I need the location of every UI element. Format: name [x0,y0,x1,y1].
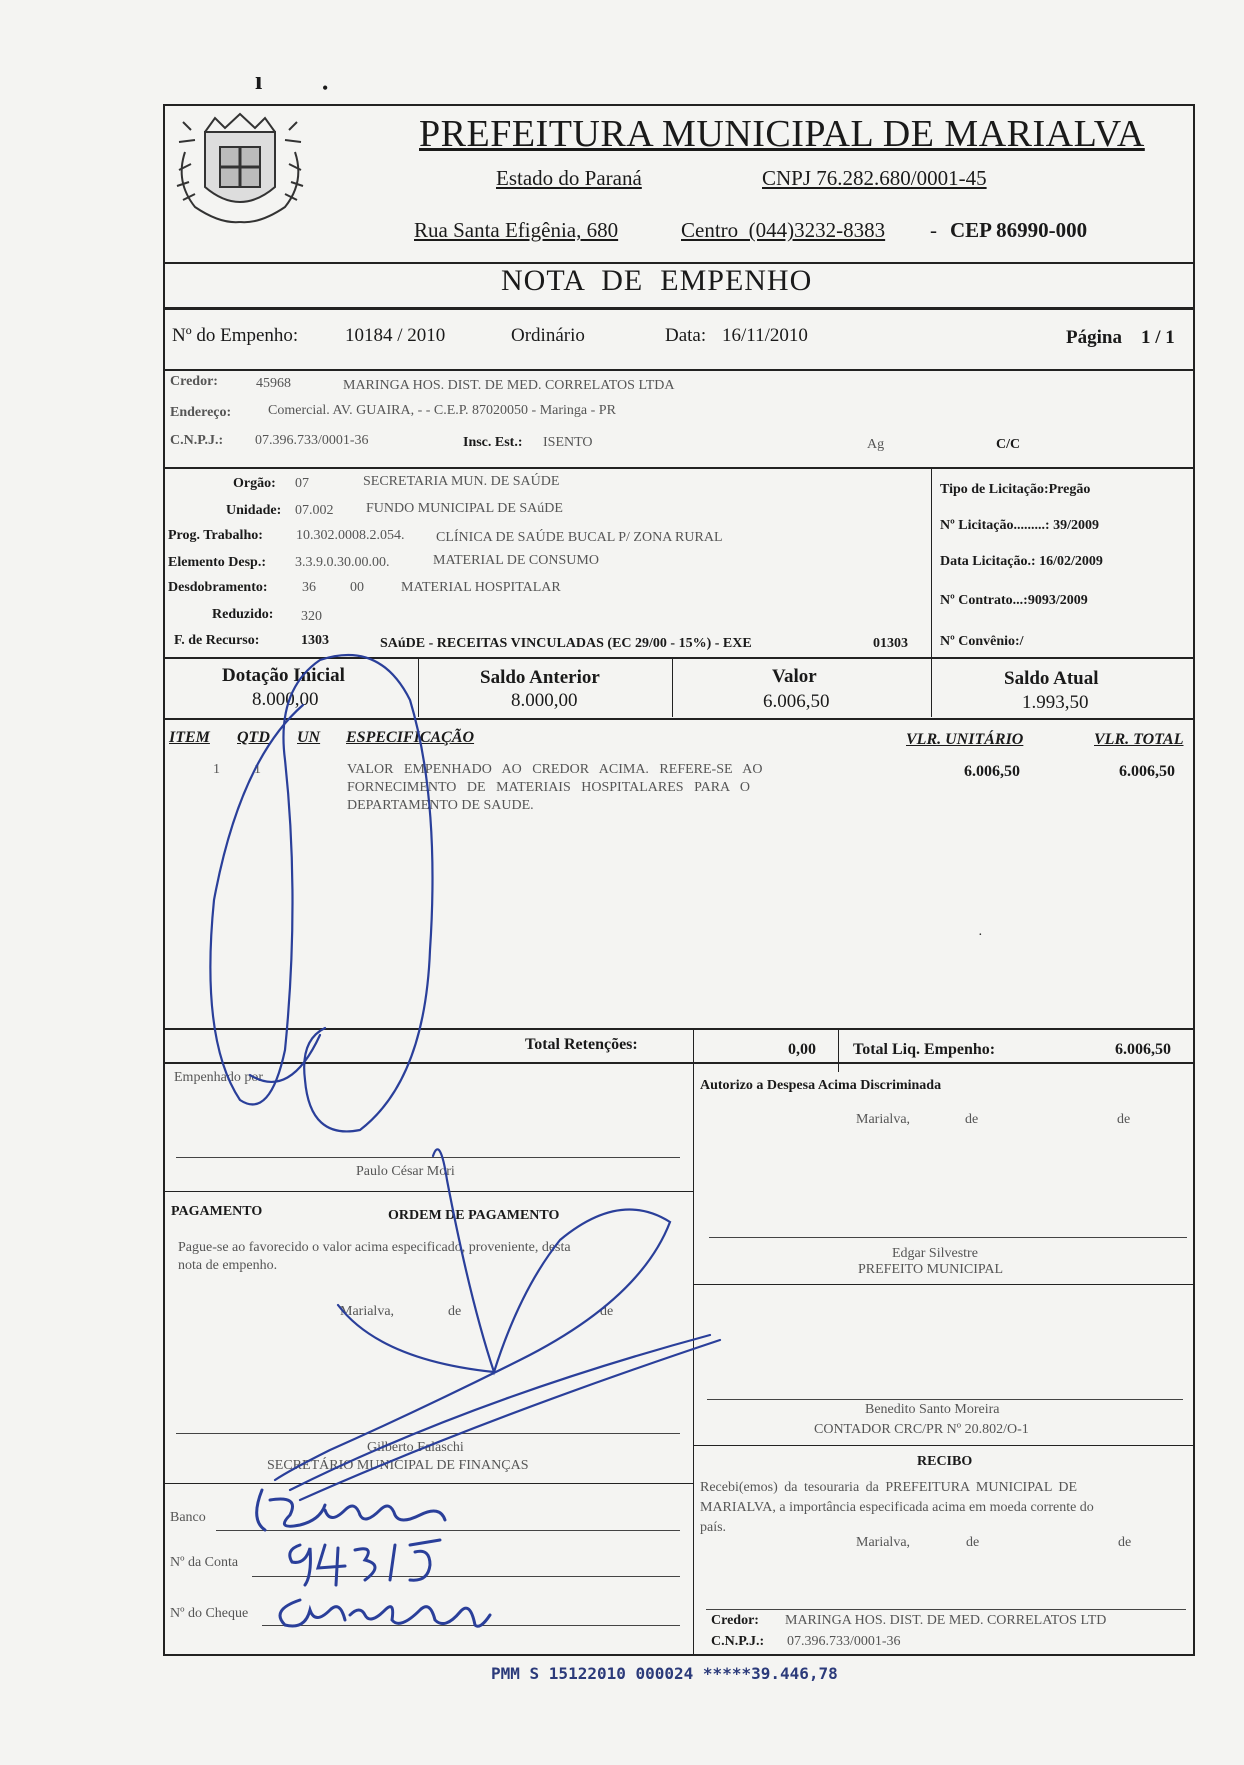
prog-label: Prog. Trabalho: [168,528,263,543]
credor-cnpj: 07.396.733/0001-36 [255,433,369,448]
agency-label: Ag [867,437,885,452]
saldo-atual-label: Saldo Atual [1004,668,1099,689]
recibo-label: RECIBO [917,1454,973,1469]
pagamento-de2: de [600,1304,614,1319]
item-vlr-unitario: 6.006,50 [964,763,1020,780]
empenho-date: 16/11/2010 [722,325,808,346]
recibo-credor-name: MARINGA HOS. DIST. DE MED. CORRELATOS LTD [785,1613,1107,1628]
autorizo-city: Marialva, [856,1112,911,1127]
page-label: Página [1066,327,1122,348]
reduzido-value: 320 [301,609,322,624]
elemento-label: Elemento Desp.: [168,555,266,570]
empenho-number-label: Nº do Empenho: [172,325,299,346]
licitacao-date: Data Licitação.: 16/02/2009 [940,554,1103,569]
cep: CEP 86990-000 [950,218,1088,242]
district-phone: Centro (044)3232-8383 [681,218,886,242]
orgao-label: Orgão: [233,476,276,491]
credor-address: Comercial. AV. GUAIRA, - - C.E.P. 87020050 - Maringa - PR [268,403,616,418]
credor-code: 45968 [256,376,291,391]
street-address: Rua Santa Efigênia, 680 [414,218,619,242]
col-especificacao: ESPECIFICAÇÃO [346,729,475,746]
pagamento-city: Marialva, [340,1304,395,1319]
recurso-name: SAúDE - RECEITAS VINCULADAS (EC 29/00 - 15%) - EXE [380,636,752,651]
pagamento-signer: Gilberto Falaschi [367,1440,464,1455]
credor-name: MARINGA HOS. DIST. DE MED. CORRELATOS LTDA [343,378,675,393]
desdob-sub: 00 [350,580,364,595]
saldo-atual-value: 1.993,50 [1022,692,1089,713]
recibo-text1: Recebi(emos) da tesouraria da PREFEITURA MUNICIPAL DE [700,1480,1078,1495]
saldo-anterior-label: Saldo Anterior [480,667,600,688]
elemento-code: 3.3.9.0.30.00.00. [295,555,390,570]
autorizo-de2: de [1117,1112,1131,1127]
contador-name: Benedito Santo Moreira [865,1402,1000,1417]
page-number: 1 / 1 [1141,327,1175,348]
scan-speck: · [978,928,983,943]
scan-dot: • [322,78,329,98]
item-qtd: 1 [254,762,261,777]
contador-role: CONTADOR CRC/PR Nº 20.802/O-1 [814,1422,1029,1437]
recibo-text3: país. [700,1520,727,1535]
licitacao-type: Tipo de Licitação:Pregão [940,482,1091,497]
item-desc-line2: FORNECIMENTO DE MATERIAIS HOSPITALARES PARA O [347,780,750,795]
pagamento-text1: Pague-se ao favorecido o valor acima especificado, proveniente, desta [178,1240,571,1255]
unidade-name: FUNDO MUNICIPAL DE SAúDE [366,501,563,516]
account-label: C/C [996,437,1021,452]
document-title: NOTA DE EMPENHO [501,264,813,297]
state-name: Estado do Paraná [496,166,642,190]
pagamento-text2: nota de empenho. [178,1258,278,1273]
conta-label: Nº da Conta [170,1555,239,1570]
recibo-text2: MARIALVA, a importância especificada acima em moeda corrente do [700,1500,1094,1515]
autorizo-signer: Edgar Silvestre [892,1246,978,1261]
empenho-number: 10184 / 2010 [345,325,446,346]
recurso-label: F. de Recurso: [174,633,260,648]
elemento-name: MATERIAL DE CONSUMO [433,553,599,568]
recibo-cnpj: 07.396.733/0001-36 [787,1634,901,1649]
contract-number: Nº Contrato...:9093/2009 [940,593,1088,608]
col-qtd: QTD [237,729,270,746]
municipality-cnpj: CNPJ 76.282.680/0001-45 [762,166,987,190]
pagamento-de1: de [448,1304,462,1319]
col-vlr-unitario: VLR. UNITÁRIO [906,731,1024,748]
total-retencoes-value: 0,00 [788,1041,816,1058]
ordem-pagamento-label: ORDEM DE PAGAMENTO [388,1208,560,1223]
banco-label: Banco [170,1510,206,1525]
item-desc-line1: VALOR EMPENHADO AO CREDOR ACIMA. REFERE-SE AO [347,762,763,777]
cheque-label: Nº do Cheque [170,1606,249,1621]
insc-value: ISENTO [543,435,593,450]
orgao-code: 07 [295,476,309,491]
valor-label: Valor [772,666,817,687]
col-un: UN [297,729,321,746]
recibo-cnpj-label: C.N.P.J.: [711,1634,765,1649]
address-separator: - [930,218,937,242]
autorizo-label: Autorizo a Despesa Acima Discriminada [700,1078,942,1093]
municipality-title: PREFEITURA MUNICIPAL DE MARIALVA [419,113,1145,155]
empenhado-signer: Paulo César Mori [356,1164,455,1179]
col-vlr-total: VLR. TOTAL [1094,731,1184,748]
prog-name: CLÍNICA DE SAÚDE BUCAL P/ ZONA RURAL [436,530,723,545]
autorizo-de1: de [965,1112,979,1127]
item-vlr-total: 6.006,50 [1119,763,1175,780]
insc-label: Insc. Est.: [463,435,523,450]
convenio-number: Nº Convênio:/ [940,634,1024,649]
address-label: Endereço: [170,405,232,420]
recurso-code2: 01303 [873,636,908,651]
credor-label: Credor: [170,374,218,389]
desdob-name: MATERIAL HOSPITALAR [401,580,561,595]
desdob-label: Desdobramento: [168,580,268,595]
recibo-de1: de [966,1535,980,1550]
unidade-code: 07.002 [295,503,334,518]
recibo-credor-label: Credor: [711,1613,759,1628]
empenho-type: Ordinário [511,325,585,346]
credor-cnpj-label: C.N.P.J.: [170,433,224,448]
total-liq-label: Total Liq. Empenho: [853,1041,996,1058]
city-coat-of-arms-icon [165,112,315,232]
saldo-anterior-value: 8.000,00 [511,690,578,711]
orgao-name: SECRETARIA MUN. DE SAÚDE [363,474,560,489]
autorizo-signer-role: PREFEITO MUNICIPAL [858,1262,1004,1277]
empenhado-label: Empenhado por [174,1070,264,1085]
pagamento-signer-role: SECRETÁRIO MUNICIPAL DE FINANÇAS [267,1458,529,1473]
item-number: 1 [213,762,220,777]
recibo-de2: de [1118,1535,1132,1550]
col-item: ITEM [169,729,210,746]
total-liq-value: 6.006,50 [1115,1041,1171,1058]
recibo-city: Marialva, [856,1535,911,1550]
licitacao-number: Nº Licitação.........: 39/2009 [940,518,1099,533]
reduzido-label: Reduzido: [212,607,274,622]
recurso-code: 1303 [301,633,329,648]
unidade-label: Unidade: [226,503,282,518]
bank-authentication-stamp: PMM S 15122010 000024 *****39.446,78 [491,1664,838,1683]
pagamento-label: PAGAMENTO [171,1204,263,1219]
valor-value: 6.006,50 [763,691,830,712]
desdob-code: 36 [302,580,316,595]
empenho-date-label: Data: [665,325,707,346]
item-desc-line3: DEPARTAMENTO DE SAUDE. [347,798,534,813]
dotacao-label: Dotação Inicial [222,665,345,686]
dotacao-value: 8.000,00 [252,689,319,710]
prog-code: 10.302.0008.2.054. [296,528,405,543]
scan-mark: ı [255,66,263,95]
total-retencoes-label: Total Retenções: [525,1036,638,1053]
